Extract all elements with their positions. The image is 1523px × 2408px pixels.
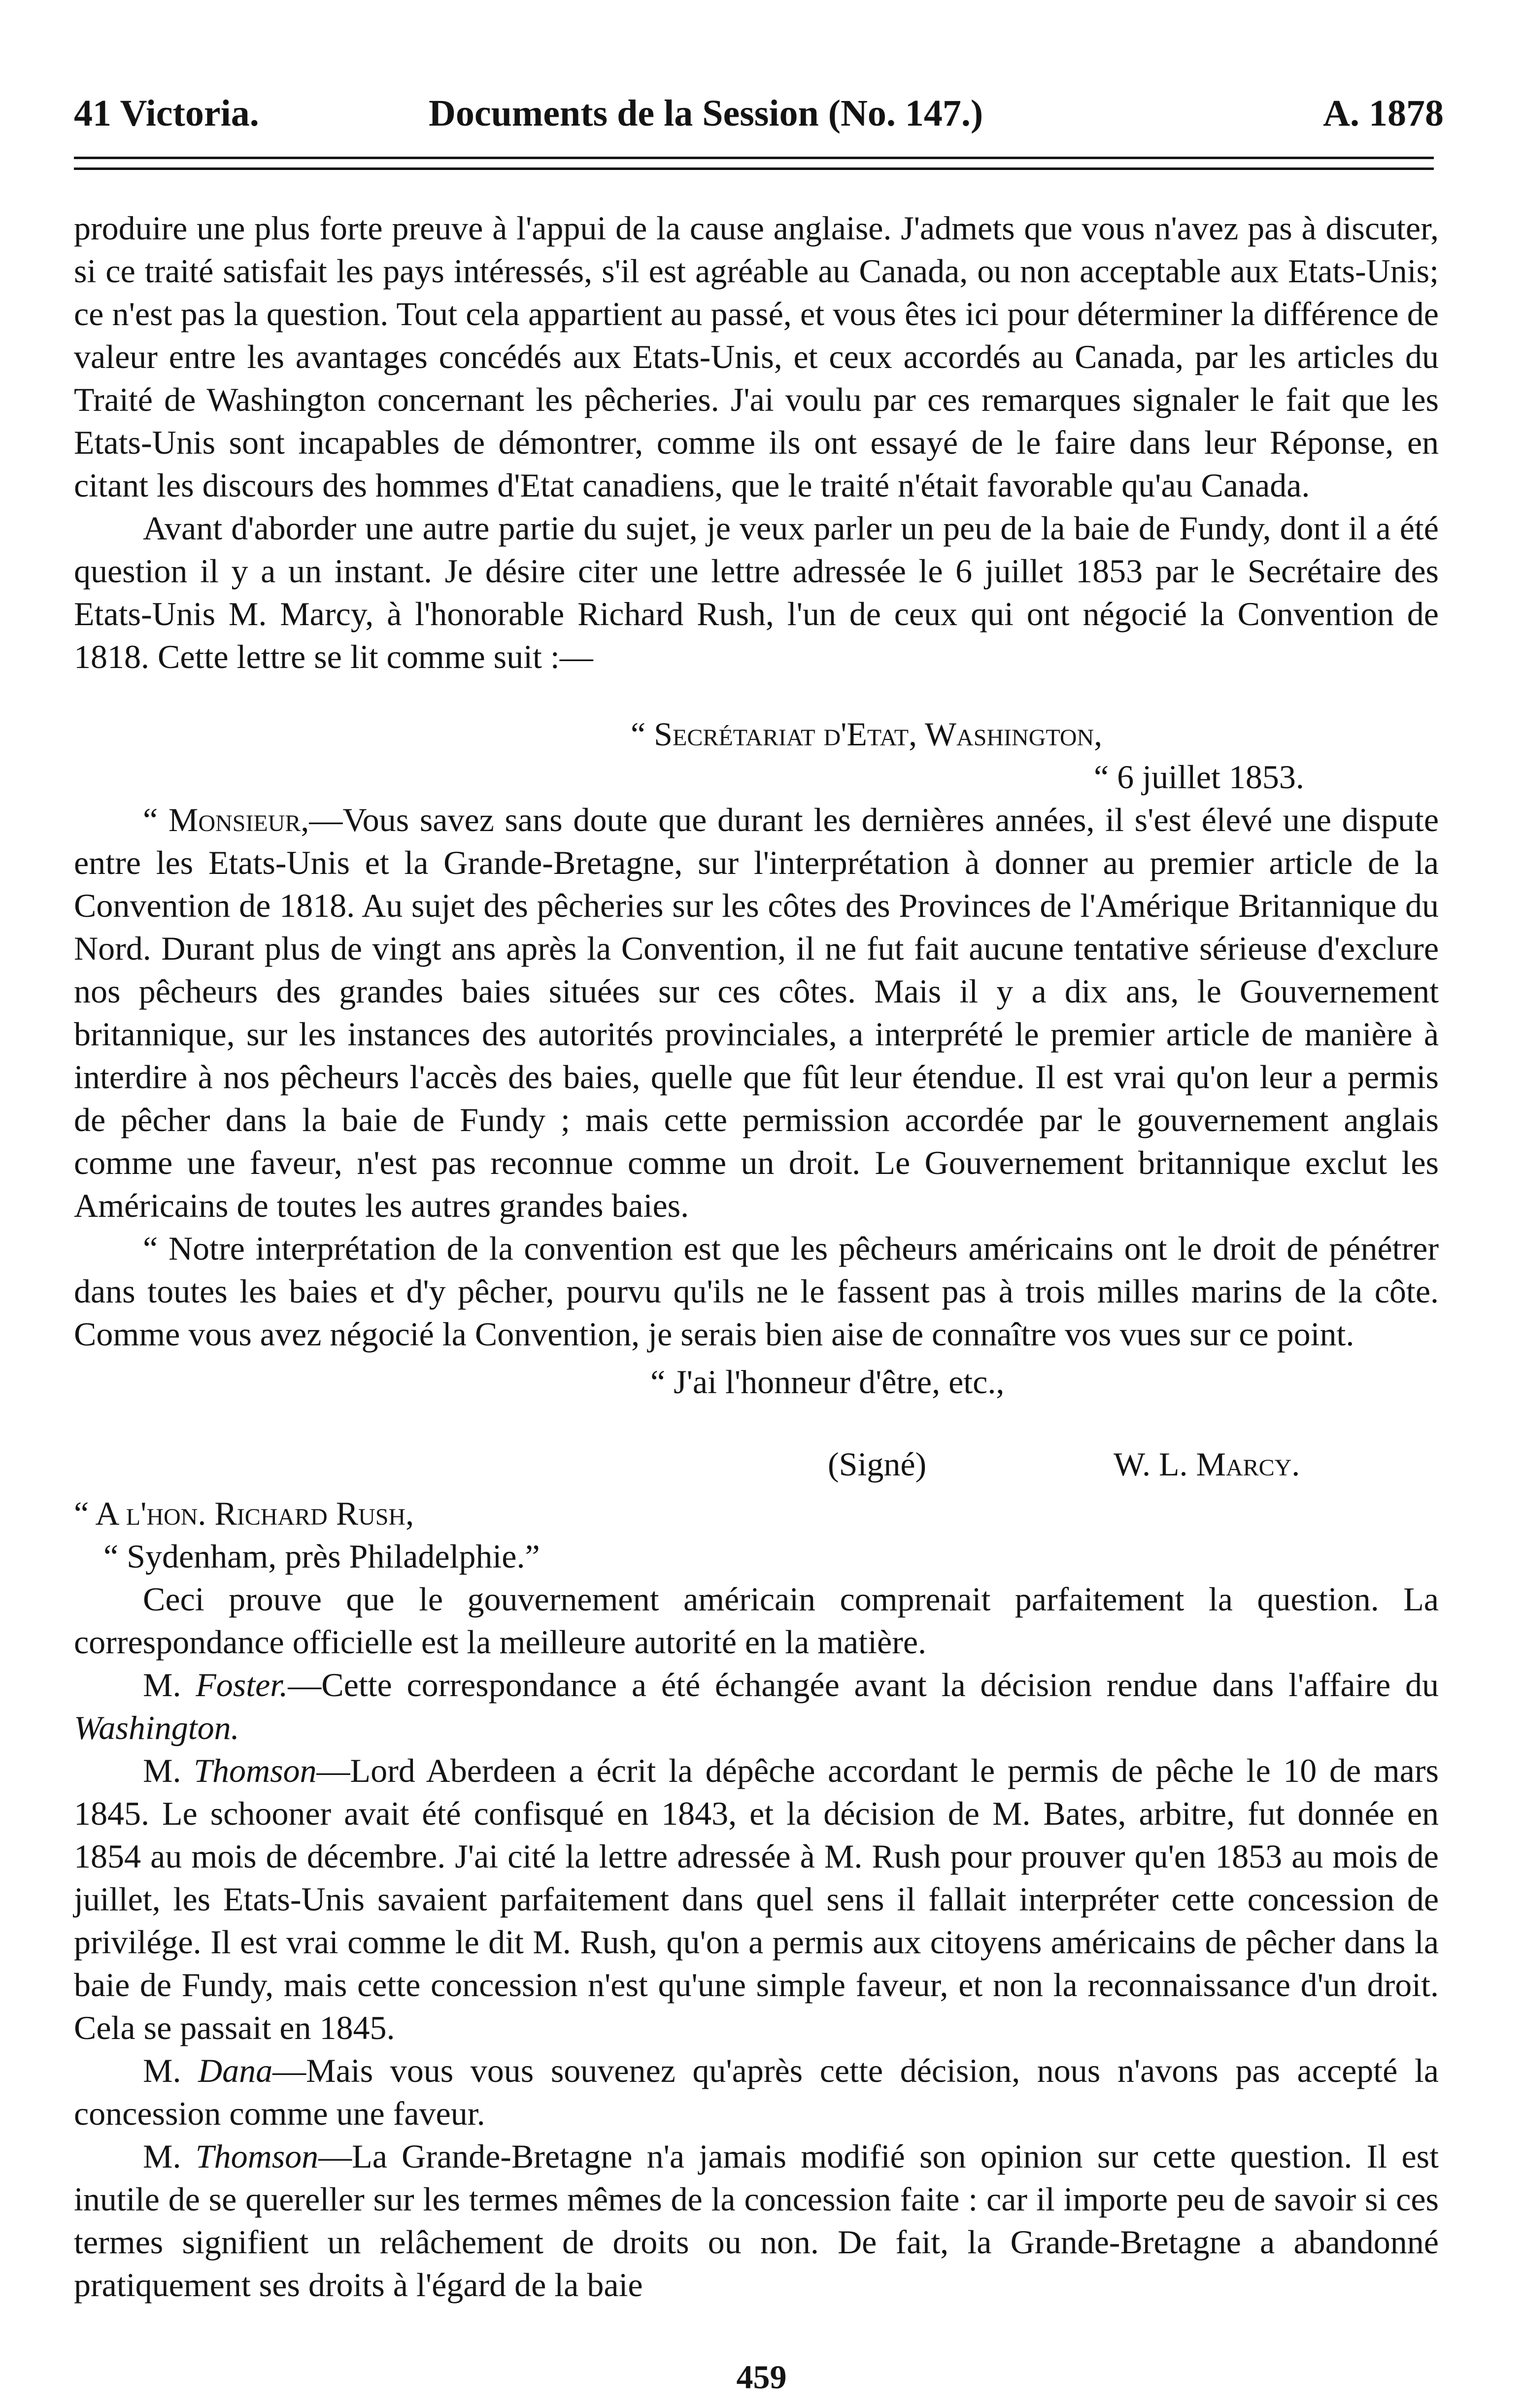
dialogue-foster [74, 1664, 1439, 1749]
header-rule-top [74, 157, 1434, 159]
speaker-prefix: M. [143, 2052, 199, 2089]
speaker-prefix: M. [143, 1752, 194, 1789]
speaker-prefix: M. [143, 2138, 196, 2175]
paragraph-ceci: Ceci prouve que le gouvernement américain comprenait parfaitement la question. La correspondance officielle est la meilleure autorité en la matière. [74, 1580, 1439, 1661]
letter-heading-date: “ 6 juillet 1853. [1094, 758, 1304, 796]
header-rule-bottom [74, 167, 1434, 170]
signed-label: (Signé) [828, 1445, 927, 1483]
dialogue-thomson-1 [74, 1749, 1439, 2049]
dialogue-text: —Mais vous vous souvenez qu'après cette décision, nous n'avons pas accepté la concession comme une faveur. [74, 2052, 1439, 2132]
dialogue-dana [74, 2049, 1439, 2135]
letter-paragraph-2: “ Notre interprétation de la convention est que les pêcheurs américains ont le droit de pénétrer dans toutes les baies et d'y pêcher, pourvu qu'ils ne le fassent pas à trois milles marins de la côte. Comme vous avez négocié la Convention, je serais bien aise de connaître vos vues sur ce point. [74, 1230, 1439, 1353]
dialogue-text: —Cette correspondance a été échangée avant la décision rendue dans l'affaire du [288, 1666, 1439, 1704]
paragraph-bay-of-fundy: Avant d'aborder une autre partie du sujet, je veux parler un peu de la baie de Fundy, dont il a été question il y a un instant. Je désire citer une lettre adressée le 6 juillet 1853 par le Secrétaire des Etats-Unis M. Marcy, à l'honorable Richard Rush, l'un de ceux qui ont négocié la Convention de 1818. Cette lettre se lit comme suit :— [74, 509, 1439, 675]
speaker-dana: Dana [198, 2052, 273, 2089]
page-body [74, 207, 1439, 2307]
running-header [74, 86, 1444, 140]
speaker-thomson: Thomson [195, 2138, 319, 2175]
signer-name: W. L. Marcy. [1114, 1445, 1300, 1483]
letter-body-1: —Vous savez sans doute que durant les dernières années, il s'est élevé une dispute entre les Etats-Unis et la Grande-Bretagne, sur l'interprétation à donner au premier article de la Convention de 1818. Au sujet des pêcheries sur les côtes des Provinces de l'Amérique Britannique du Nord. Durant plus de vingt ans après la Convention, il ne fut fait aucune tentative sérieuse d'exclure nos pêcheurs des grandes baies situées sur ces côtes. Mais il y a dix ans, le Gouvernement britannique, sur les instances des autorités provinciales, a interprété le premier article de manière à interdire à nos pêcheurs l'accès des baies, quelle que fût leur étendue. Il est vrai qu'on leur a permis de pêcher dans la baie de Fundy ; mais cette permission accordée par le gouvernement anglais comme une faveur, n'est pas reconnue comme un droit. Le Gouvernement britannique exclut les Américains de toutes les autres grandes baies. [74, 801, 1439, 1224]
header-year: A. 1878 [1323, 93, 1444, 134]
letter-closing: “ J'ai l'honneur d'être, etc., [650, 1363, 1005, 1401]
page-number: 459 [736, 2358, 787, 2396]
letter-address [74, 1492, 1439, 1578]
header-volume: 41 Victoria. [74, 93, 259, 134]
letter-heading-place: “ Secrétariat d'Etat, Washington, [631, 715, 1103, 753]
address-location: “ Sydenham, près Philadelphie.” [103, 1538, 540, 1575]
letter-signature [74, 1423, 1439, 1492]
letter-paragraph-1 [74, 799, 1439, 1227]
dialogue-thomson-2 [74, 2135, 1439, 2307]
letter-heading [74, 713, 1439, 799]
speaker-foster: Foster. [196, 1666, 288, 1704]
dialogue-text: —Lord Aberdeen a écrit la dépêche accordant le permis de pêche le 10 de mars 1845. Le schooner avait été confisqué en 1843, et la décision de M. Bates, arbitre, fut donnée en 1854 au mois de décembre. J'ai cité la lettre adressée à M. Rush pour prouver qu'en 1853 au mois de juillet, les Etats-Unis savaient parfaitement dans quel sens il fallait interpréter cette concession de privilége. Il est vrai comme le dit M. Rush, qu'on a permis aux citoyens américains de pêcher dans la baie de Fundy, mais cette concession n'est qu'une simple faveur, et non la reconnaissance d'un droit. Cela se passait en 1845. [74, 1752, 1439, 2046]
letter-salutation: “ Monsieur, [143, 801, 309, 838]
header-title: Documents de la Session (No. 147.) [429, 93, 983, 134]
dialogue-text: —La Grande-Bretagne n'a jamais modifié son opinion sur cette question. Il est inutile de se quereller sur les termes mêmes de la concession faite : car il importe peu de savoir si ces termes signifient un relâchement de droits ou non. De fait, la Grande-Bretagne a abandonné pratiquement ses droits à l'égard de la baie [74, 2138, 1439, 2304]
address-recipient: “ A l'hon. Richard Rush, [74, 1495, 414, 1532]
ship-name: Washington. [74, 1709, 239, 1746]
paragraph-continuation: produire une plus forte preuve à l'appui de la cause anglaise. J'admets que vous n'avez pas à discuter, si ce traité satisfait les pays intéressés, s'il est agréable au Canada, ou non acceptable aux Etats-Unis; ce n'est pas la question. Tout cela appartient au passé, et vous êtes ici pour déterminer la différence de valeur entre les avantages concédés aux Etats-Unis, et ceux accordés au Canada, par les articles du Traité de Washington concernant les pêcheries. J'ai voulu par ces remarques signaler le fait que les Etats-Unis sont incapables de démontrer, comme ils ont essayé de le faire dans leur Réponse, en citant les discours des hommes d'Etat canadiens, que le traité n'était favorable qu'au Canada. [74, 209, 1439, 504]
speaker-thomson: Thomson [194, 1752, 317, 1789]
speaker-prefix: M. [143, 1666, 196, 1704]
